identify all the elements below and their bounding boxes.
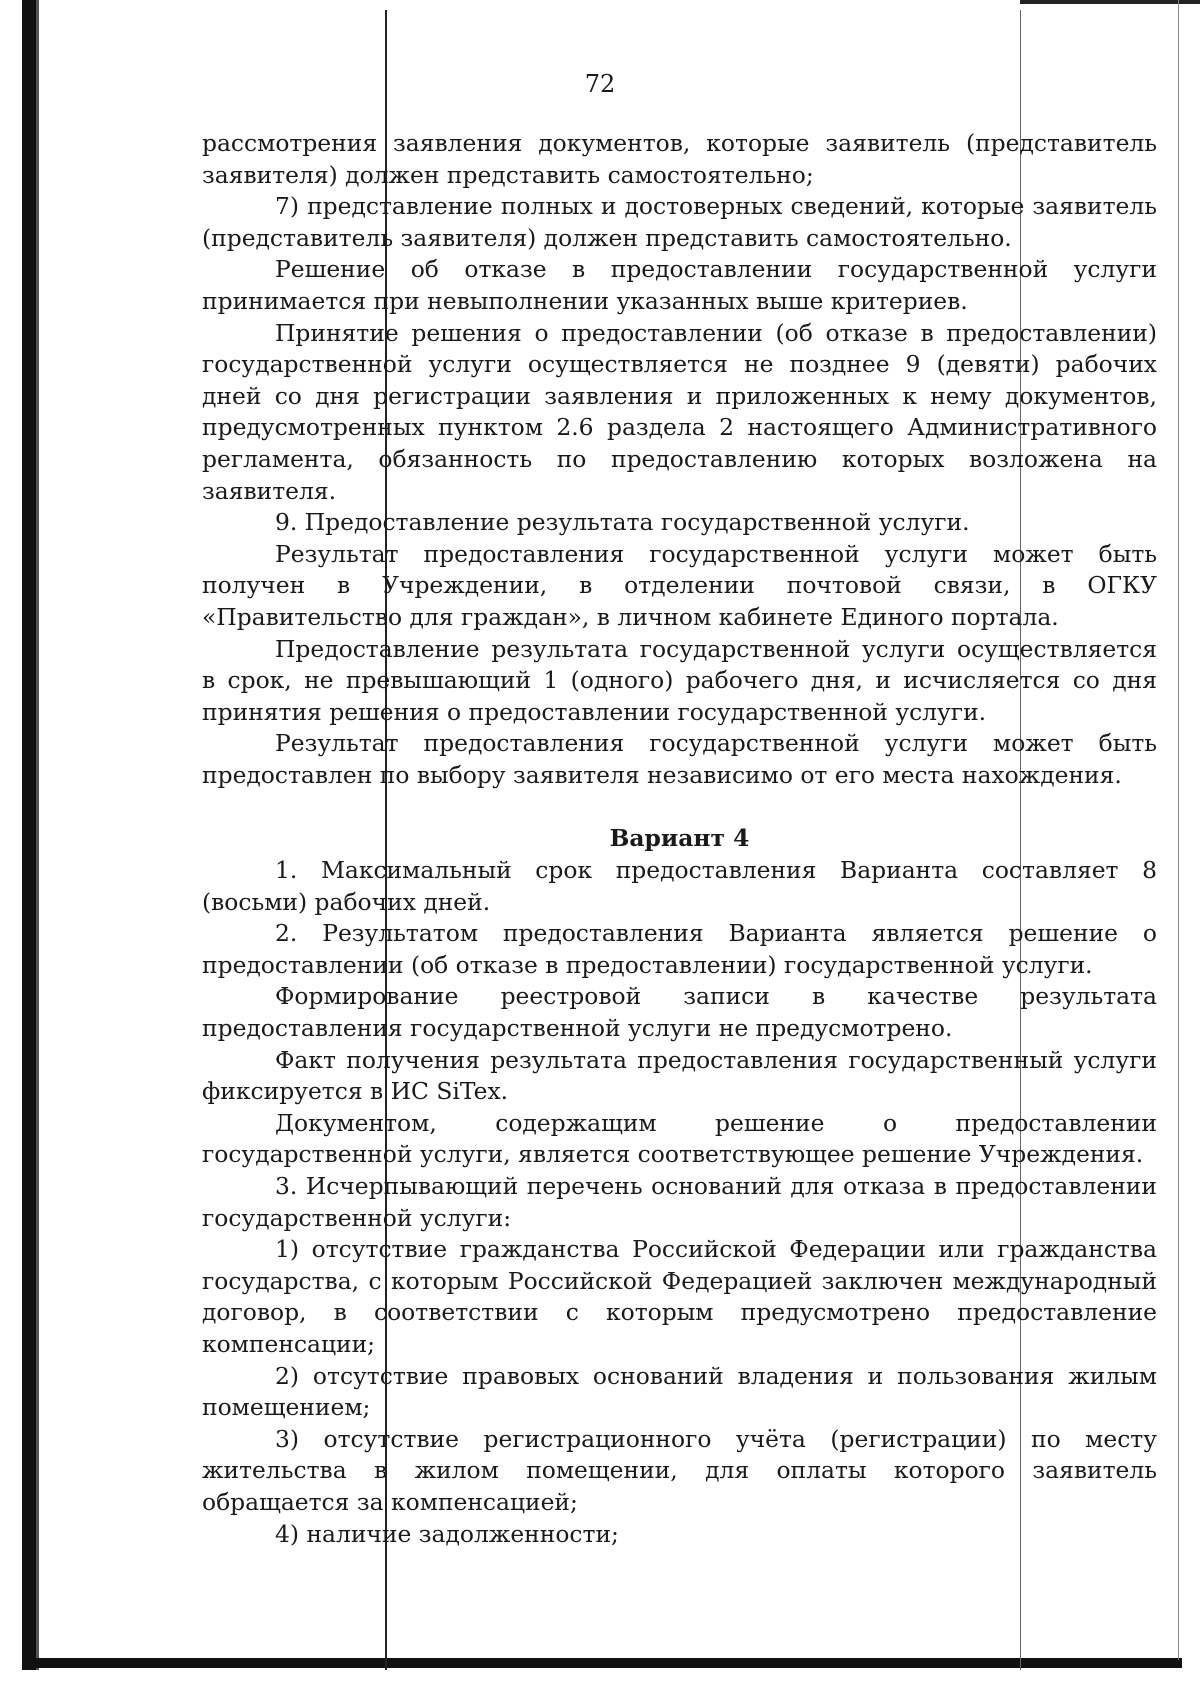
list-item: 1) отсутствие гражданства Российской Федерации или гражданства государства, с которым Российской Федерацией заключен международный договор, в соответствии с которым предусмотрено предоставление компенсации; [202,1235,1157,1358]
paragraph: Предоставление результата государственной услуги осуществляется в срок, не превышающий 1 (одного) рабочего дня, и исчисляется со дня принятия решения о предоставлении государственной услуги. [202,634,1157,726]
scan-left-border [22,0,36,1670]
paragraph: Формирование реестровой записи в качестве результата предоставления государственной услуги не предусмотрено. [202,982,1157,1043]
paragraph: 7) представление полных и достоверных сведений, которые заявитель (представитель заявителя) должен представить самостоятельно. [202,192,1157,252]
paragraph: Принятие решения о предоставлении (об отказе в предоставлении) государственной услуги осуществляется не позднее 9 (девяти) рабочих дней со дня регистрации заявления и приложенных к нему документов, предусмотренных пунктом 2.6 раздела 2 настоящего Административного регламента, обязанность по предоставлению которых возложена на заявителя. [202,318,1157,505]
paragraph: 9. Предоставление результата государственной услуги. [275,508,970,537]
paragraph: 1. Максимальный срок предоставления Варианта составляет 8 (восьми) рабочих дней. [202,856,1157,916]
paragraph: рассмотрения заявления документов, которые заявитель (представитель заявителя) должен представить самостоятельно; [202,129,1157,189]
list-item: 3) отсутствие регистрационного учёта (регистрации) по месту жительства в жилом помещении, для оплаты которого заявитель обращается за компенсацией; [202,1424,1157,1516]
list-item: 4) наличие задолженности; [275,1519,619,1548]
scan-bottom-border [22,1658,1182,1668]
scan-top-edge [1020,0,1200,4]
paragraph: Результат предоставления государственной услуги может быть получен в Учреждении, в отделении почтовой связи, в ОГКУ «Правительство для граждан», в личном кабинете Единого портала. [202,539,1157,631]
paragraph: 2. Результатом предоставления Варианта является решение о предоставлении (об отказе в предоставлении) государственной услуги. [202,919,1157,979]
page-number: 72 [584,70,616,98]
paragraph: Результат предоставления государственной услуги может быть предоставлен по выбору заявителя независимо от его места нахождения. [202,729,1157,789]
section-heading: Вариант 4 [609,824,750,853]
document-body [202,128,1157,1550]
paragraph: Решение об отказе в предоставлении государственной услуги принимается при невыполнении указанных выше критериев. [202,255,1157,315]
paragraph: Документом, содержащим решение о предоставлении государственной услуги, является соответствующее решение Учреждения. [202,1108,1157,1169]
paragraph: Факт получения результата предоставления государственный услуги фиксируется в ИС SiTex. [202,1045,1157,1106]
list-item: 2) отсутствие правовых оснований владения и пользования жилым помещением; [202,1361,1157,1422]
scan-fold-line [1178,0,1179,1660]
paragraph: 3. Исчерпывающий перечень оснований для отказа в предоставлении государственной услуги: [202,1172,1157,1232]
